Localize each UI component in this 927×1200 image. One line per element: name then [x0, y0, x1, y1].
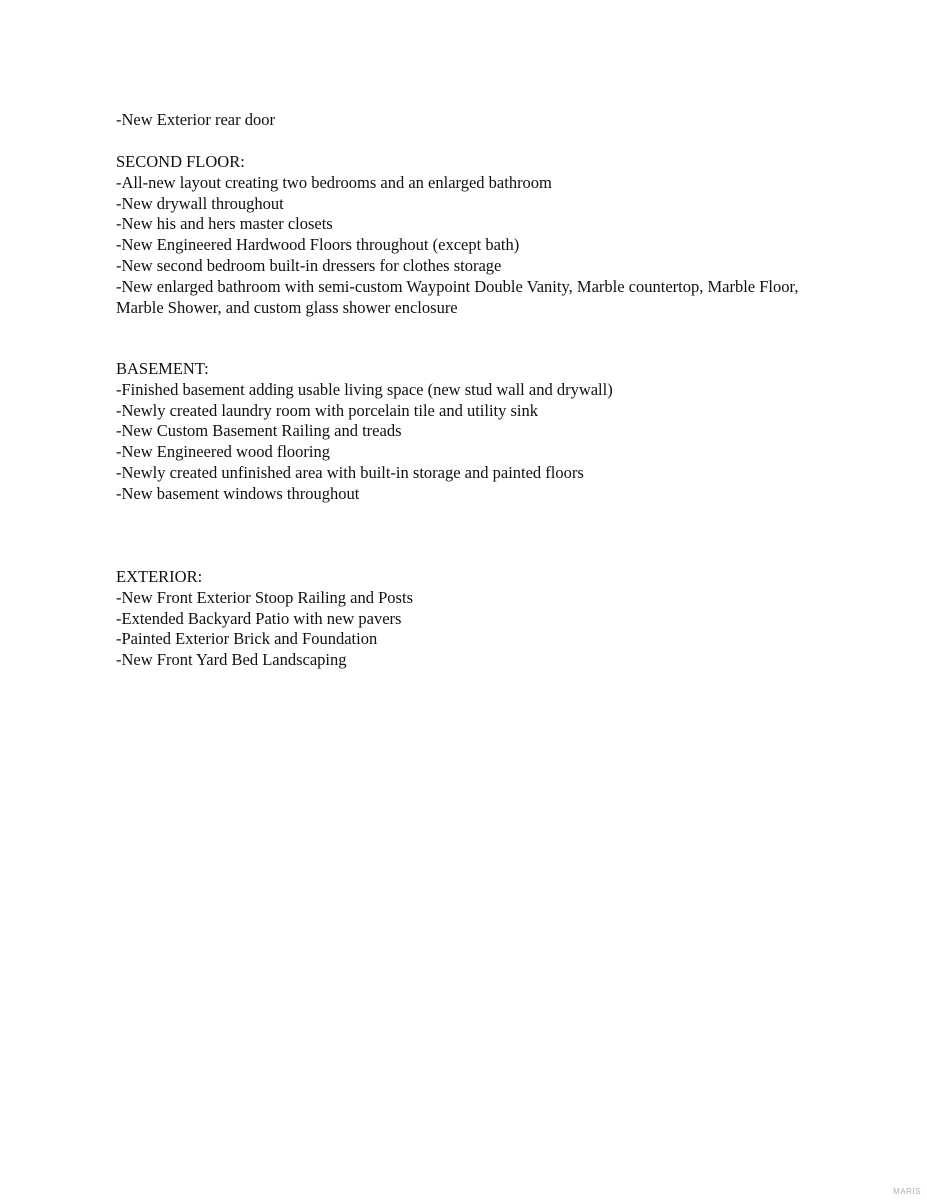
- list-item: -Newly created laundry room with porcelain tile and utility sink: [116, 400, 539, 420]
- list-item: -New Engineered Hardwood Floors throughout (except bath): [116, 235, 520, 255]
- intro-section: [116, 110, 816, 131]
- exterior-section: [116, 567, 816, 671]
- list-item: -New Custom Basement Railing and treads: [116, 421, 402, 441]
- list-item: -New Front Exterior Stoop Railing and Posts: [116, 587, 413, 607]
- list-item: -New second bedroom built-in dressers for clothes storage: [116, 255, 502, 275]
- section-heading: SECOND FLOOR:: [116, 152, 245, 171]
- watermark: MARIS: [893, 1187, 921, 1196]
- list-item: -New Front Yard Bed Landscaping: [116, 650, 347, 670]
- list-item: -Newly created unfinished area with built-in storage and painted floors: [116, 462, 584, 482]
- list-item: -All-new layout creating two bedrooms and an enlarged bathroom: [116, 172, 552, 192]
- second-floor-section: [116, 152, 816, 318]
- list-item: -Extended Backyard Patio with new pavers: [116, 608, 402, 628]
- list-item: -Painted Exterior Brick and Foundation: [116, 629, 378, 649]
- list-item: -New his and hers master closets: [116, 214, 333, 234]
- list-item: -Finished basement adding usable living space (new stud wall and drywall): [116, 379, 613, 399]
- section-heading: BASEMENT:: [116, 359, 209, 378]
- basement-section: [116, 359, 816, 505]
- section-heading: EXTERIOR:: [116, 567, 203, 586]
- list-item: -New enlarged bathroom with semi-custom Waypoint Double Vanity, Marble countertop, Marble Floor, Marble Shower, and custom glass shower enclosure: [116, 276, 799, 317]
- list-item: -New basement windows throughout: [116, 483, 360, 503]
- list-item: -New Engineered wood flooring: [116, 442, 330, 462]
- list-item: -New Exterior rear door: [116, 110, 275, 129]
- list-item: -New drywall throughout: [116, 193, 284, 213]
